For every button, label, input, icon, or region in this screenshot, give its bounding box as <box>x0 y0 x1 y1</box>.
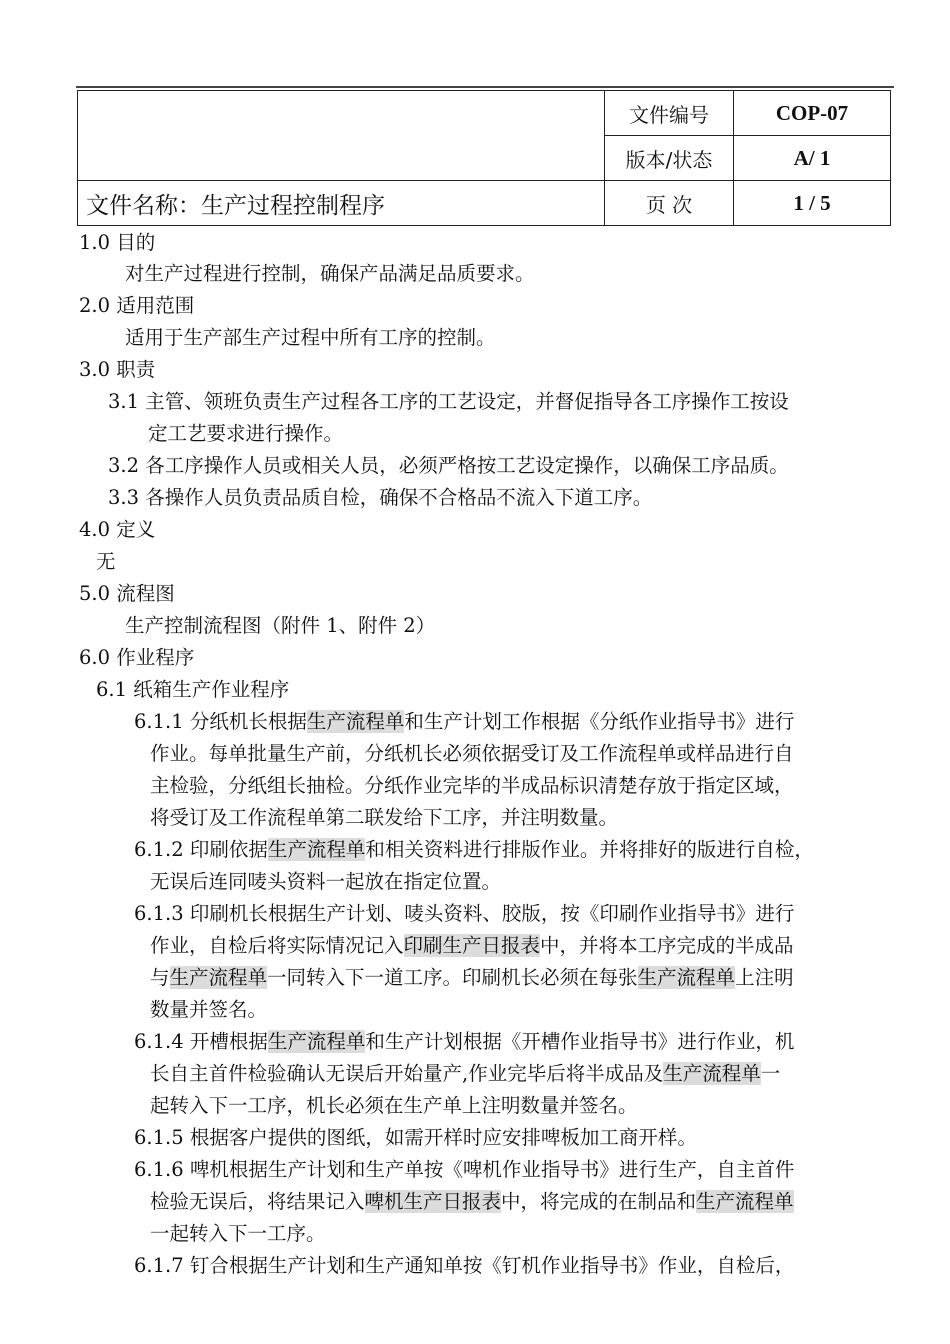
version-value: A/ 1 <box>734 136 891 181</box>
paragraph-line: 6.1.3 印刷机长根据生产计划、唛头资料、胶版，按《印刷作业指导书》进行 <box>134 902 795 925</box>
paragraph-line: 6.1.2 印刷依据生产流程单和相关资料进行排版作业。并将排好的版进行自检， <box>134 838 814 861</box>
paragraph-line: 6.1.7 钉合根据生产计划和生产通知单按《钉机作业指导书》作业，自检后， <box>134 1254 795 1277</box>
document-header-table <box>77 90 891 226</box>
doc-title: 文件名称：生产过程控制程序 <box>78 181 605 226</box>
paragraph-line: 长自主首件检验确认无误后开始量产,作业完毕后将半成品及生产流程单一 <box>150 1062 781 1085</box>
highlight-flow-sheet: 生产流程单 <box>637 966 736 989</box>
paragraph-line: 检验无误后，将结果记入啤机生产日报表中，将完成的在制品和生产流程单 <box>150 1190 794 1213</box>
highlight-die-report: 啤机生产日报表 <box>364 1190 502 1213</box>
paragraph-line: 生产控制流程图（附件 1、附件 2） <box>125 614 436 637</box>
header-blank-cell <box>78 91 605 181</box>
section-heading: 2.0 适用范围 <box>79 294 195 317</box>
version-label: 版本/状态 <box>605 136 734 181</box>
highlight-flow-sheet: 生产流程单 <box>306 710 405 733</box>
paragraph-line: 6.1.1 分纸机长根据生产流程单和生产计划工作根据《分纸作业指导书》进行 <box>134 710 795 733</box>
paragraph-line: 起转入下一工序，机长必须在生产单上注明数量并签名。 <box>150 1094 638 1117</box>
highlight-flow-sheet: 生产流程单 <box>696 1190 794 1213</box>
paragraph-line: 主检验，分纸组长抽检。分纸作业完毕的半成品标识清楚存放于指定区域， <box>150 774 794 797</box>
paragraph-line: 6.1.6 啤机根据生产计划和生产单按《啤机作业指导书》进行生产，自主首件 <box>134 1158 795 1181</box>
section-heading: 6.0 作业程序 <box>79 646 195 669</box>
paragraph-line: 6.1.5 根据客户提供的图纸，如需开样时应安排啤板加工商开样。 <box>134 1126 697 1149</box>
paragraph-line: 无 <box>96 550 116 573</box>
page-value: 1 / 5 <box>734 181 891 226</box>
paragraph-line: 对生产过程进行控制，确保产品满足品质要求。 <box>125 262 535 285</box>
highlight-print-report: 印刷生产日报表 <box>403 934 541 957</box>
paragraph-line: 作业。每单批量生产前，分纸机长必须依据受订及工作流程单或样品进行自 <box>150 742 794 765</box>
paragraph-line: 数量并签名。 <box>150 998 268 1021</box>
header-top-rule <box>76 86 894 88</box>
highlight-flow-sheet: 生产流程单 <box>169 966 268 989</box>
page-label: 页 次 <box>605 181 734 226</box>
paragraph-line: 一起转入下一工序。 <box>150 1222 326 1245</box>
paragraph-line: 作业，自检后将实际情况记入印刷生产日报表中，并将本工序完成的半成品 <box>150 934 794 957</box>
highlight-flow-sheet: 生产流程单 <box>663 1062 761 1085</box>
paragraph-line: 将受订及工作流程单第二联发给下工序，并注明数量。 <box>150 806 619 829</box>
section-heading: 3.0 职责 <box>79 358 156 381</box>
highlight-flow-sheet: 生产流程单 <box>267 838 366 861</box>
paragraph-line: 6.1.4 开槽根据生产流程单和生产计划根据《开槽作业指导书》进行作业，机 <box>134 1030 795 1053</box>
paragraph-line: 定工艺要求进行操作。 <box>148 422 344 445</box>
section-heading: 5.0 流程图 <box>79 582 175 605</box>
paragraph-line: 3.2 各工序操作人员或相关人员，必须严格按工艺设定操作，以确保工序品质。 <box>108 454 789 477</box>
subsection-heading: 6.1 纸箱生产作业程序 <box>96 678 290 701</box>
paragraph-line: 适用于生产部生产过程中所有工序的控制。 <box>125 326 496 349</box>
paragraph-line: 3.3 各操作人员负责品质自检，确保不合格品不流入下道工序。 <box>108 486 653 509</box>
doc-number-label: 文件编号 <box>605 91 734 136</box>
paragraph-line: 无误后连同唛头资料一起放在指定位置。 <box>150 870 502 893</box>
section-heading: 4.0 定义 <box>79 518 156 541</box>
doc-number-value: COP-07 <box>734 91 891 136</box>
section-heading: 1.0 目的 <box>79 231 156 254</box>
paragraph-line: 与生产流程单一同转入下一道工序。印刷机长必须在每张生产流程单上注明 <box>150 966 794 989</box>
highlight-flow-sheet: 生产流程单 <box>267 1030 366 1053</box>
paragraph-line: 3.1 主管、领班负责生产过程各工序的工艺设定，并督促指导各工序操作工按设 <box>108 390 789 413</box>
